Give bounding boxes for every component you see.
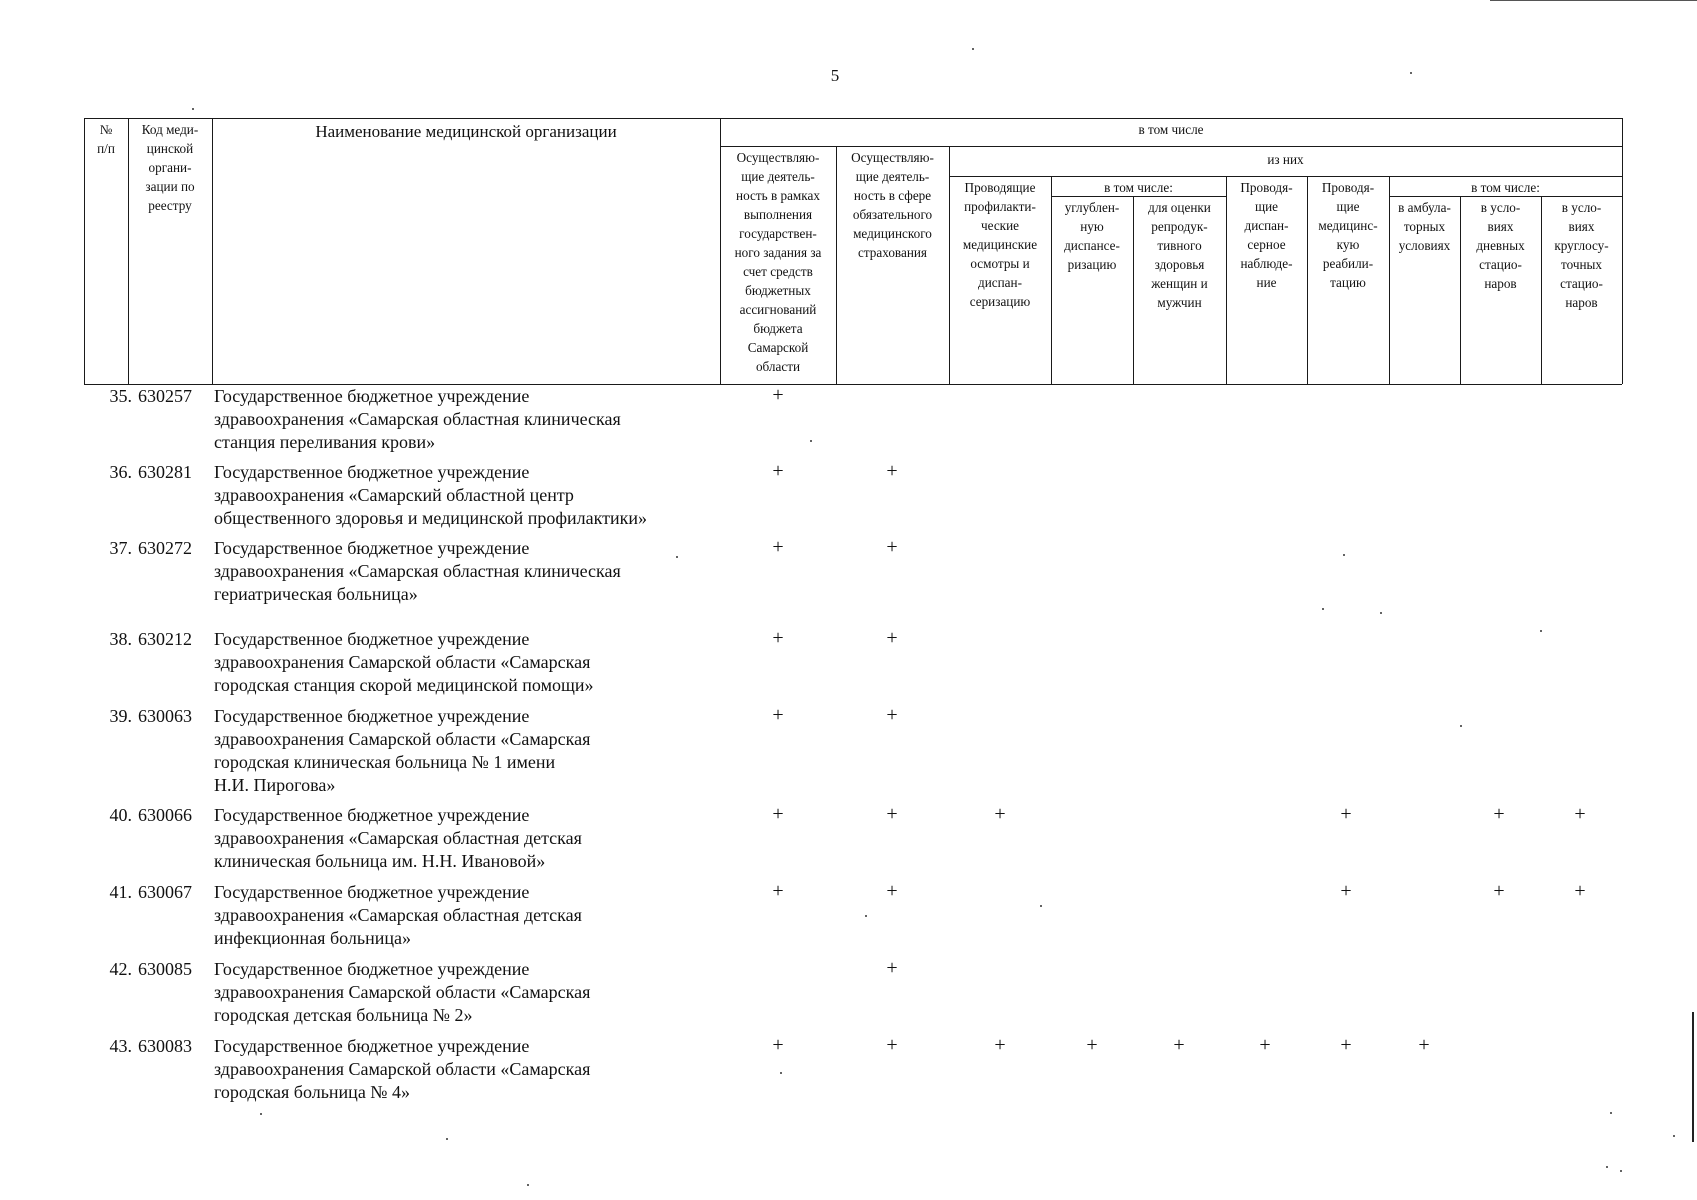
header-disp-col-line: наблюде- xyxy=(1240,256,1293,271)
org-name-line: Государственное бюджетное учреждение xyxy=(214,706,530,726)
header-rule-2 xyxy=(949,176,1622,177)
header-reab-col-line: тацию xyxy=(1330,275,1366,290)
plus-mark: + xyxy=(772,627,784,649)
header-reab-col-line: Проводя- xyxy=(1321,180,1375,195)
org-name xyxy=(214,537,714,606)
plus-mark: + xyxy=(772,536,784,558)
header-reprod-col-line: мужчин xyxy=(1157,295,1202,310)
org-name-line: здравоохранения «Самарская областная клиническая xyxy=(214,561,621,581)
scan-speck xyxy=(1460,725,1462,727)
header-reprod-col-line: тивного xyxy=(1157,238,1202,253)
org-name-line: общественного здоровья и медицинской профилактики» xyxy=(214,508,648,528)
org-name-line: здравоохранения Самарской области «Самарская xyxy=(214,652,591,672)
plus-mark: + xyxy=(886,957,898,979)
scan-speck xyxy=(1040,905,1042,907)
header-state-task-col-line: ность в рамках xyxy=(736,188,820,203)
scan-speck xyxy=(1322,608,1324,610)
header-prof-col-line: диспан- xyxy=(978,275,1022,290)
plus-mark: + xyxy=(994,803,1006,825)
plus-mark: + xyxy=(772,460,784,482)
plus-mark: + xyxy=(772,384,784,406)
header-disp-col-line: Проводя- xyxy=(1240,180,1293,195)
org-name-line: здравоохранения Самарской области «Самарская xyxy=(214,982,591,1002)
header-uglub-col xyxy=(1051,198,1133,274)
plus-mark: + xyxy=(994,1034,1006,1056)
header-dnev-col xyxy=(1460,198,1541,293)
header-prof-col xyxy=(949,178,1051,311)
header-state-task-col-line: ассигнований xyxy=(739,302,817,317)
header-reab-col-line: реабили- xyxy=(1322,256,1374,271)
header-code-col-line: Код меди- xyxy=(141,122,199,137)
header-krugl-col-line: круглосу- xyxy=(1554,238,1609,253)
scan-speck xyxy=(676,556,678,558)
scan-speck xyxy=(972,48,974,50)
header-prof-col-line: профилакти- xyxy=(964,199,1036,214)
org-name-line: Государственное бюджетное учреждение xyxy=(214,959,530,979)
header-reprod-col-line: здоровья xyxy=(1154,257,1205,272)
plus-mark: + xyxy=(1418,1034,1430,1056)
header-prof-col-line: ческие xyxy=(981,218,1019,233)
header-reab-col-line: медицинс- xyxy=(1318,218,1378,233)
border-right xyxy=(1622,118,1623,384)
scan-speck xyxy=(446,1138,448,1140)
header-code-col-line: зации по xyxy=(145,179,195,194)
header-krugl-col-line: стацио- xyxy=(1560,276,1603,291)
plus-mark: + xyxy=(772,803,784,825)
header-state-task-col-line: выполнения xyxy=(743,207,813,222)
header-code-col-line: цинской xyxy=(146,141,194,156)
org-code: 630212 xyxy=(138,629,192,649)
org-name-line: Государственное бюджетное учреждение xyxy=(214,882,530,902)
org-name xyxy=(214,804,714,873)
col-divider xyxy=(212,118,213,384)
org-name-line: Государственное бюджетное учреждение xyxy=(214,386,530,406)
plus-mark: + xyxy=(886,803,898,825)
plus-mark: + xyxy=(1340,1034,1352,1056)
org-name xyxy=(214,385,714,454)
header-state-task-col-line: ного задания за xyxy=(734,245,822,260)
header-state-task-col xyxy=(720,148,836,376)
org-code: 630066 xyxy=(138,805,192,825)
header-disp-col-line: щие xyxy=(1254,199,1279,214)
header-dnev-col-line: наров xyxy=(1484,276,1517,291)
scan-speck xyxy=(780,1072,782,1074)
header-state-task-col-line: щие деятель- xyxy=(741,169,815,184)
org-name xyxy=(214,1035,714,1104)
plus-mark: + xyxy=(1259,1034,1271,1056)
org-name-line: Государственное бюджетное учреждение xyxy=(214,538,530,558)
scan-speck xyxy=(1540,630,1542,632)
header-uglub-col-line: диспансе- xyxy=(1064,238,1120,253)
scan-speck xyxy=(192,108,194,110)
org-code: 630085 xyxy=(138,959,192,979)
header-reprod-col-line: женщин и xyxy=(1151,276,1208,291)
org-name-line: здравоохранения «Самарская областная детская xyxy=(214,905,582,925)
org-name-line: инфекционная больница» xyxy=(214,928,411,948)
header-disp-col xyxy=(1226,178,1307,292)
org-name xyxy=(214,628,714,697)
org-name-line: здравоохранения Самарской области «Самарская xyxy=(214,1059,591,1079)
scan-speck xyxy=(1606,1166,1608,1168)
header-krugl-col xyxy=(1541,198,1622,312)
header-dnev-col-line: виях xyxy=(1487,219,1514,234)
scan-speck xyxy=(1620,1170,1622,1172)
org-name-line: здравоохранения «Самарская областная клиническая xyxy=(214,409,621,429)
plus-mark: + xyxy=(1173,1034,1185,1056)
plus-mark: + xyxy=(1086,1034,1098,1056)
org-name-line: здравоохранения Самарской области «Самарская xyxy=(214,729,591,749)
table-top-border xyxy=(84,118,1622,119)
scan-speck xyxy=(1610,1112,1612,1114)
org-name-line: Государственное бюджетное учреждение xyxy=(214,629,530,649)
row-number: 38. xyxy=(109,629,132,649)
org-name xyxy=(214,958,714,1027)
header-uglub-col-line: углублен- xyxy=(1064,200,1120,215)
plus-mark: + xyxy=(886,1034,898,1056)
plus-mark: + xyxy=(772,704,784,726)
org-name-line: станция переливания крови» xyxy=(214,432,436,452)
org-name-line: гериатрическая больница» xyxy=(214,584,418,604)
header-krugl-col-line: виях xyxy=(1568,219,1595,234)
header-reprod-col-line: для оценки xyxy=(1148,200,1211,215)
header-rule-1 xyxy=(720,146,1622,147)
header-num-col-line: п/п xyxy=(97,141,115,156)
plus-mark: + xyxy=(886,627,898,649)
scan-corner-line xyxy=(1490,0,1697,1)
plus-mark: + xyxy=(886,880,898,902)
header-prof-col-line: осмотры и xyxy=(970,256,1030,271)
header-ambul-col-line: условиях xyxy=(1398,238,1451,253)
scan-speck xyxy=(1673,1135,1675,1137)
header-reprod-col xyxy=(1133,198,1226,312)
row-number: 43. xyxy=(109,1036,132,1056)
row-number: 42. xyxy=(109,959,132,979)
row-number: 37. xyxy=(109,538,132,558)
header-uglub-col-line: ризацию xyxy=(1067,257,1117,272)
header-reab-col xyxy=(1307,178,1389,292)
row-number: 35. xyxy=(109,386,132,406)
org-name-line: здравоохранения «Самарский областной центр xyxy=(214,485,574,505)
scan-speck xyxy=(1410,72,1412,74)
header-ambul-col xyxy=(1389,198,1460,255)
header-code-col xyxy=(128,120,212,215)
scan-speck xyxy=(1343,554,1345,556)
header-oms-col-line: щие деятель- xyxy=(855,169,930,184)
header-ambul-col-line: в амбула- xyxy=(1398,200,1451,215)
org-code: 630063 xyxy=(138,706,192,726)
page-number: 5 xyxy=(830,66,840,85)
org-name-line: клиническая больница им. Н.Н. Ивановой» xyxy=(214,851,546,871)
org-name-line: городская детская больница № 2» xyxy=(214,1005,473,1025)
header-oms-col-line: Осуществляю- xyxy=(851,150,934,165)
header-state-task-col-line: Осуществляю- xyxy=(736,150,820,165)
header-uglub-col-line: ную xyxy=(1080,219,1104,234)
plus-mark: + xyxy=(772,880,784,902)
org-code: 630281 xyxy=(138,462,192,482)
row-number: 36. xyxy=(109,462,132,482)
plus-mark: + xyxy=(886,536,898,558)
header-v-tom-chisle: в том числе xyxy=(1138,122,1204,137)
org-name xyxy=(214,705,714,797)
org-code: 630067 xyxy=(138,882,192,902)
header-disp-col-line: серное xyxy=(1247,237,1286,252)
org-name-line: Государственное бюджетное учреждение xyxy=(214,462,530,482)
header-oms-col xyxy=(836,148,949,262)
header-prof-col-line: серизацию xyxy=(969,294,1031,309)
header-iz-nih: из них xyxy=(1267,152,1304,167)
scan-speck xyxy=(865,915,867,917)
header-reab-col-line: кую xyxy=(1336,237,1360,252)
header-subgroup-label-2: в том числе: xyxy=(1471,180,1540,195)
header-name-col: Наименование медицинской организации xyxy=(315,122,617,141)
plus-mark: + xyxy=(772,1034,784,1056)
plus-mark: + xyxy=(1340,803,1352,825)
plus-mark: + xyxy=(1493,803,1505,825)
header-code-col-line: реестру xyxy=(148,198,192,213)
header-reprod-col-line: репродук- xyxy=(1151,219,1208,234)
header-dnev-col-line: в усло- xyxy=(1480,200,1521,215)
org-name-line: городская клиническая больница № 1 имени xyxy=(214,752,556,772)
header-dnev-col-line: дневных xyxy=(1476,238,1525,253)
header-state-task-col-line: Самарской xyxy=(747,340,809,355)
header-state-task-col-line: бюджета xyxy=(753,321,803,336)
plus-mark: + xyxy=(1493,880,1505,902)
header-state-task-col-line: государствен- xyxy=(739,226,817,241)
scan-edge-line xyxy=(1692,1012,1694,1142)
row-number: 41. xyxy=(109,882,132,902)
header-oms-col-line: обязательного xyxy=(852,207,933,222)
org-code: 630257 xyxy=(138,386,192,406)
org-name-line: Государственное бюджетное учреждение xyxy=(214,805,530,825)
header-dnev-col-line: стацио- xyxy=(1479,257,1522,272)
scan-speck xyxy=(1380,612,1382,614)
scan-speck xyxy=(260,1113,262,1115)
header-krugl-col-line: точных xyxy=(1561,257,1602,272)
org-name-line: Государственное бюджетное учреждение xyxy=(214,1036,530,1056)
header-oms-col-line: страхования xyxy=(858,245,927,260)
header-krugl-col-line: наров xyxy=(1565,295,1598,310)
header-code-col-line: органи- xyxy=(148,160,192,175)
header-disp-col-line: ние xyxy=(1256,275,1277,290)
header-oms-col-line: ность в сфере xyxy=(853,188,932,203)
scan-speck xyxy=(527,1184,529,1186)
org-name-line: городская станция скорой медицинской помощи» xyxy=(214,675,594,695)
plus-mark: + xyxy=(886,460,898,482)
org-code: 630272 xyxy=(138,538,192,558)
plus-mark: + xyxy=(886,704,898,726)
header-ambul-col-line: торных xyxy=(1403,219,1446,234)
header-subgroup-label: в том числе: xyxy=(1104,180,1173,195)
plus-mark: + xyxy=(1574,880,1586,902)
header-reab-col-line: щие xyxy=(1336,199,1360,214)
header-num-col-line: № xyxy=(99,122,113,137)
org-name-line: городская больница № 4» xyxy=(214,1082,410,1102)
scan-speck xyxy=(810,440,812,442)
header-state-task-col-line: счет средств xyxy=(743,264,813,279)
header-num-col xyxy=(84,120,128,158)
org-code: 630083 xyxy=(138,1036,192,1056)
org-name xyxy=(214,461,714,530)
plus-mark: + xyxy=(1340,880,1352,902)
org-name-line: здравоохранения «Самарская областная детская xyxy=(214,828,582,848)
row-number: 40. xyxy=(109,805,132,825)
org-name-line: Н.И. Пирогова» xyxy=(214,775,336,795)
header-disp-col-line: диспан- xyxy=(1244,218,1289,233)
header-oms-col-line: медицинского xyxy=(853,226,932,241)
header-krugl-col-line: в усло- xyxy=(1561,200,1602,215)
plus-mark: + xyxy=(1574,803,1586,825)
header-state-task-col-line: области xyxy=(755,359,801,374)
header-prof-col-line: медицинские xyxy=(962,237,1038,252)
header-prof-col-line: Проводящие xyxy=(964,180,1036,195)
row-number: 39. xyxy=(109,706,132,726)
org-name xyxy=(214,881,714,950)
header-state-task-col-line: бюджетных xyxy=(745,283,811,298)
